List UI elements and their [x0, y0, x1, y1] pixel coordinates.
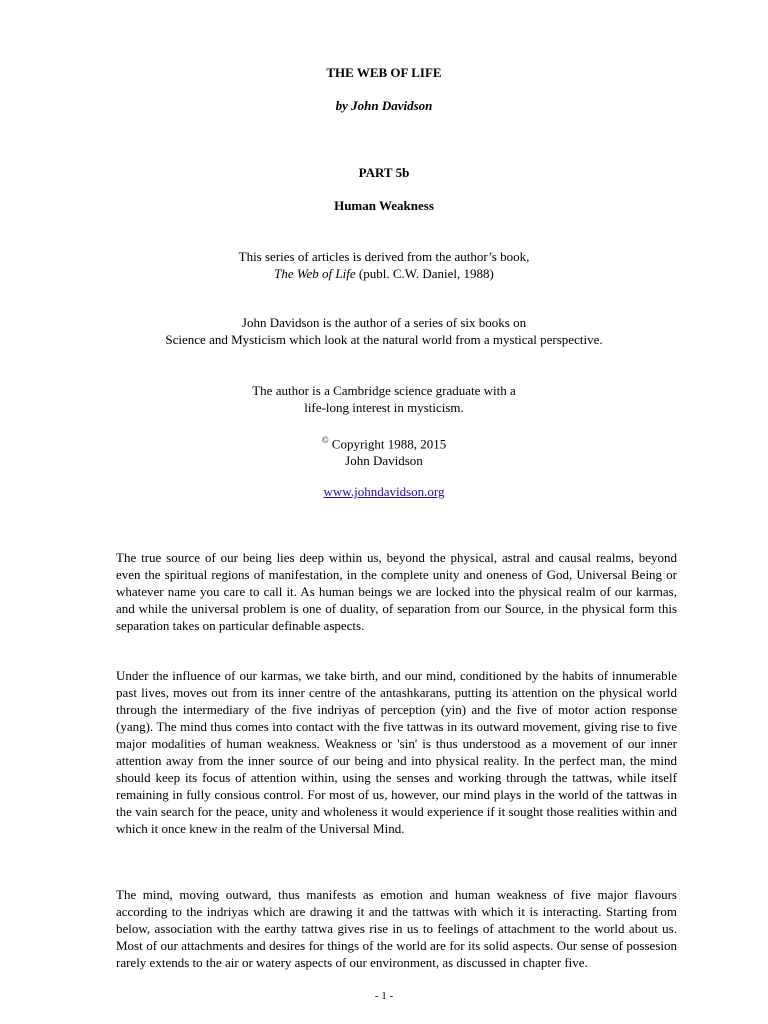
author-bio [0, 314, 768, 348]
body-paragraph-1: The true source of our being lies deep within us, beyond the physical, astral and causal realms, beyond even the spiritual regions of manifestation, in the complete unity and oneness of God, Universal Being or whatever name you care to call it. As human beings we are locked into the physical realm of our karmas, and while the universal problem is one of duality, of separation from our Source, in the physical form this separation takes on particular definable aspects. [116, 550, 677, 633]
series-note [0, 248, 768, 282]
copyright-notice [0, 432, 768, 469]
copyright-holder: John Davidson [345, 453, 423, 469]
website-block [0, 483, 768, 500]
bio-line-2: Science and Mysticism which look at the natural world from a mystical perspective. [165, 332, 603, 347]
copyright-years: Copyright 1988, 2015 [328, 436, 447, 452]
body-paragraph-3: The mind, moving outward, thus manifests as emotion and human weakness of five major flavours according to the indriyas which are drawing it and the tattwas with which it is interacting. Starting from below, association with the earthy tattwa gives rise in us to feelings of attachment to the world about us. Most of our attachments and desires for things of the world are for its solid aspects. Our sense of possesion rarely extends to the air or watery aspects of our environment, as discussed in chapter five. [116, 887, 677, 970]
author-byline: by John Davidson [335, 98, 433, 113]
page-number: - 1 - [374, 990, 394, 1002]
document-title: THE WEB OF LIFE [326, 65, 442, 80]
series-line: This series of articles is derived from the author’s book, [238, 249, 530, 264]
website-link[interactable]: www.johndavidson.org [323, 484, 445, 499]
copyright-symbol: © [321, 435, 329, 445]
book-title: The Web of Life [274, 266, 356, 281]
series-publication-line [0, 265, 768, 282]
publication-info: (publ. C.W. Daniel, 1988) [355, 266, 494, 281]
credentials-line-2: life-long interest in mysticism. [304, 400, 464, 415]
author-credentials [0, 382, 768, 416]
body-paragraph-2: Under the influence of our karmas, we take birth, and our mind, conditioned by the habits of innumerable past lives, moves out from its inner centre of the antashkarans, putting its attention on the physical world through the intermediary of the five indriyas of perception (yin) and the five of motor action response (yang). The mind thus comes into contact with the five tattwas in its outward movement, giving rise to five major modalities of human weakness. Weakness or 'sin' is thus understood as a movement of our inner attention away from the inner source of our being and into physical reality. In the perfect man, the mind should keep its focus of attention within, using the senses and working through the tattwas, while itself remaining in fully consious control. For most of us, however, our mind plays in the world of the tattwas in the vain search for the peace, unity and wholeness it would experience if it sought those realities within and which it once knew in the realm of the Universal Mind. [116, 668, 677, 836]
bio-line-1: John Davidson is the author of a series of six books on [241, 315, 527, 330]
credentials-line-1: The author is a Cambridge science graduate with a [252, 383, 516, 398]
copyright-line-1 [0, 432, 768, 452]
section-subtitle: Human Weakness [334, 198, 434, 213]
part-heading: PART 5b [358, 165, 410, 180]
